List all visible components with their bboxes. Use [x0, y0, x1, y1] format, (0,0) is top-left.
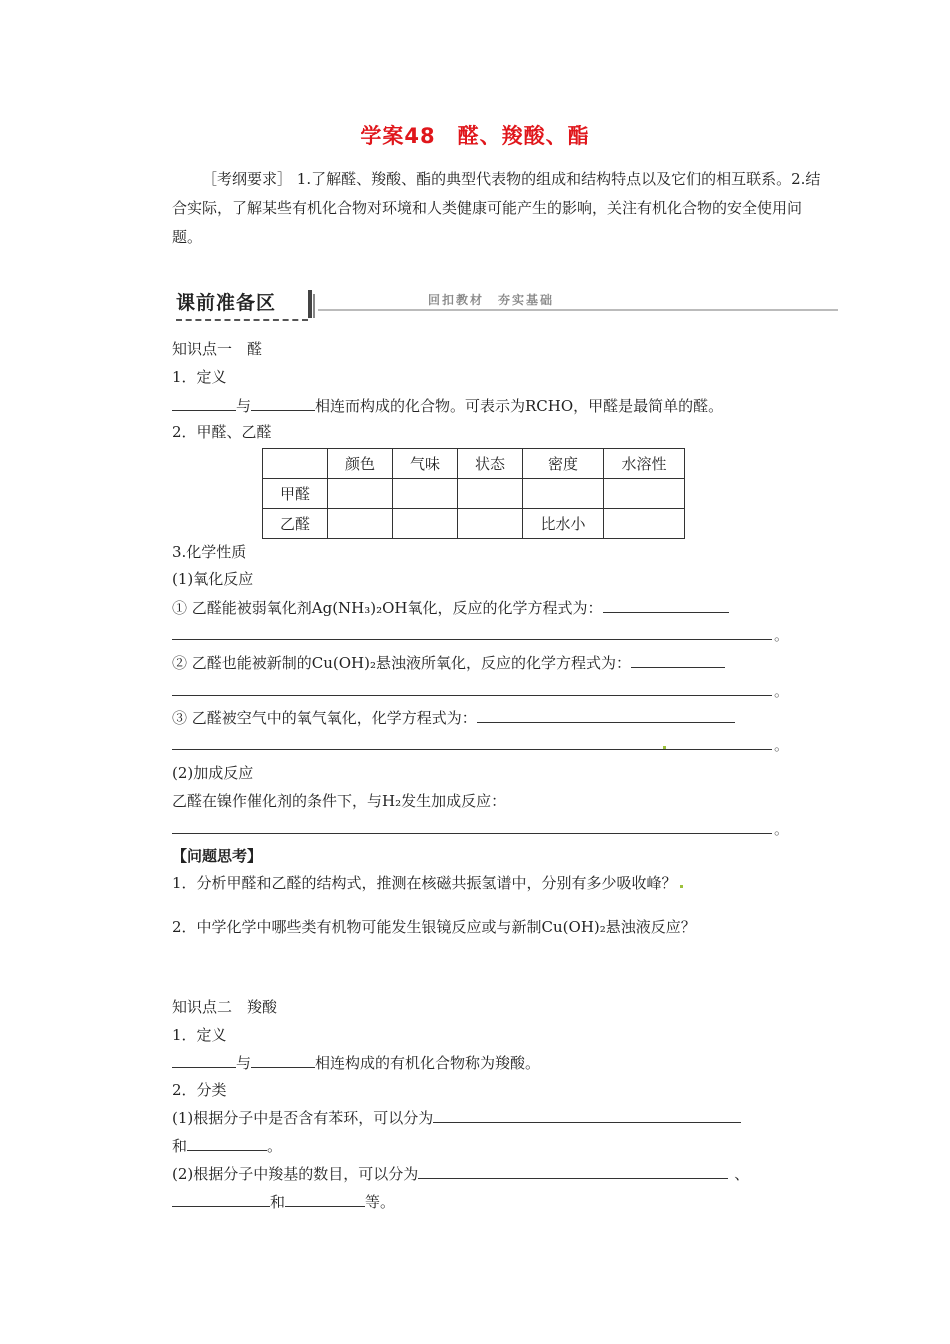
fill-blank[interactable] [433, 1107, 741, 1123]
classify-2b [172, 1191, 395, 1212]
table-cell: 甲醛 [263, 479, 328, 509]
classify-text: (1)根据分子中是否含有苯环，可以分为 [172, 1109, 434, 1127]
fill-blank[interactable] [172, 1191, 270, 1207]
k1-sub1: (1)氧化反应 [172, 570, 254, 588]
fill-blank[interactable] [172, 1052, 236, 1068]
classify-connector: 和 [172, 1137, 188, 1155]
classify-2 [172, 1163, 749, 1184]
aldehyde-table [262, 448, 685, 539]
classify-connector: 和 [270, 1193, 286, 1211]
table-cell[interactable] [328, 509, 393, 539]
question-2: 2．中学化学中哪些类有机物可能发生银镜反应或与新制Cu(OH)₂悬浊液反应？ [172, 918, 696, 936]
def-connector: 与 [236, 1054, 252, 1072]
table-row [263, 479, 685, 509]
comma: 、 [734, 1165, 750, 1183]
table-cell: 比水小 [523, 509, 604, 539]
stray-mark [680, 885, 683, 888]
exam-requirement [172, 165, 822, 252]
def-tail: 相连而构成的化合物。可表示为RCHO，甲醛是最简单的醛。 [315, 397, 724, 415]
k1-sec3: 3.化学性质 [172, 543, 247, 561]
classify-end: 等。 [365, 1193, 396, 1211]
section-banner [172, 288, 838, 322]
table-header-cell: 状态 [458, 449, 523, 479]
table-cell[interactable] [393, 509, 458, 539]
answer-line[interactable] [172, 832, 772, 834]
period: 。 [774, 626, 790, 644]
table-cell[interactable] [523, 479, 604, 509]
table-cell[interactable] [328, 479, 393, 509]
period: 。 [774, 736, 790, 754]
table-cell[interactable] [604, 479, 685, 509]
table-header-cell: 密度 [523, 449, 604, 479]
def-tail: 相连构成的有机化合物称为羧酸。 [315, 1054, 541, 1072]
period: 。 [774, 682, 790, 700]
fill-blank[interactable] [285, 1191, 365, 1207]
table-header-row [263, 449, 685, 479]
def-connector: 与 [236, 397, 252, 415]
answer-line[interactable] [172, 694, 772, 696]
requirement-text: 1.了解醛、羧酸、酯的典型代表物的组成和结构特点以及它们的相互联系。2.结合实际，了解某些有机化合物对环境和人类健康可能产生的影响，关注有机化合物的安全使用问题。 [172, 170, 821, 246]
banner-bar-thin [313, 294, 315, 318]
k2-definition [172, 1052, 540, 1073]
table-cell: 乙醛 [263, 509, 328, 539]
k1-definition [172, 395, 723, 416]
fill-blank[interactable] [172, 395, 236, 411]
reaction-text: ① 乙醛能被弱氧化剂Ag(NH₃)₂OH氧化，反应的化学方程式为： [172, 599, 603, 617]
table-header-cell: 水溶性 [604, 449, 685, 479]
fill-blank[interactable] [251, 1052, 315, 1068]
classify-1 [172, 1107, 741, 1128]
think-heading: 【问题思考】 [172, 847, 263, 865]
table-cell[interactable] [604, 509, 685, 539]
reaction-text: ② 乙醛也能被新制的Cu(OH)₂悬浊液所氧化，反应的化学方程式为： [172, 654, 632, 672]
k2-heading: 知识点二 羧酸 [172, 998, 278, 1016]
banner-tag: 回扣教材 夯实基础 [428, 293, 555, 307]
banner-title: 课前准备区 [172, 288, 312, 318]
k1-def-heading: 1．定义 [172, 368, 227, 386]
k1-heading: 知识点一 醛 [172, 340, 263, 358]
question-1: 1．分析甲醛和乙醛的结构式，推测在核磁共振氢谱中，分别有多少吸收峰？ [172, 874, 677, 892]
k1-sec2: 2．甲醛、乙醛 [172, 423, 272, 441]
table-header-cell: 气味 [393, 449, 458, 479]
reaction-4: 乙醛在镍作催化剂的条件下，与H₂发生加成反应： [172, 792, 507, 810]
reaction-3 [172, 707, 735, 728]
table-row [263, 509, 685, 539]
k1-sub2: (2)加成反应 [172, 764, 254, 782]
table-header-cell [263, 449, 328, 479]
table-cell[interactable] [458, 509, 523, 539]
k2-sec2: 2．分类 [172, 1081, 227, 1099]
period: 。 [267, 1137, 283, 1155]
fill-blank[interactable] [251, 395, 315, 411]
table-header-cell: 颜色 [328, 449, 393, 479]
answer-line[interactable] [172, 748, 772, 750]
reaction-1 [172, 597, 729, 618]
fill-blank[interactable] [477, 707, 735, 723]
banner-dashline [176, 319, 308, 321]
answer-line[interactable] [172, 638, 772, 640]
classify-text: (2)根据分子中羧基的数目，可以分为 [172, 1165, 419, 1183]
period: 。 [774, 820, 790, 838]
table-cell[interactable] [393, 479, 458, 509]
stray-mark [663, 746, 666, 749]
requirement-label: ［考纲要求］ [202, 170, 293, 188]
fill-blank[interactable] [418, 1163, 728, 1179]
banner-rule [318, 309, 838, 311]
fill-blank[interactable] [603, 597, 729, 613]
table-cell[interactable] [458, 479, 523, 509]
fill-blank[interactable] [187, 1135, 267, 1151]
classify-1b [172, 1135, 282, 1156]
page-title: 学案48 醛、羧酸、酯 [360, 124, 590, 148]
banner-bar [308, 290, 312, 318]
reaction-text: ③ 乙醛被空气中的氧气氧化，化学方程式为： [172, 709, 477, 727]
reaction-2 [172, 652, 725, 673]
k2-def-heading: 1．定义 [172, 1026, 227, 1044]
fill-blank[interactable] [631, 652, 725, 668]
